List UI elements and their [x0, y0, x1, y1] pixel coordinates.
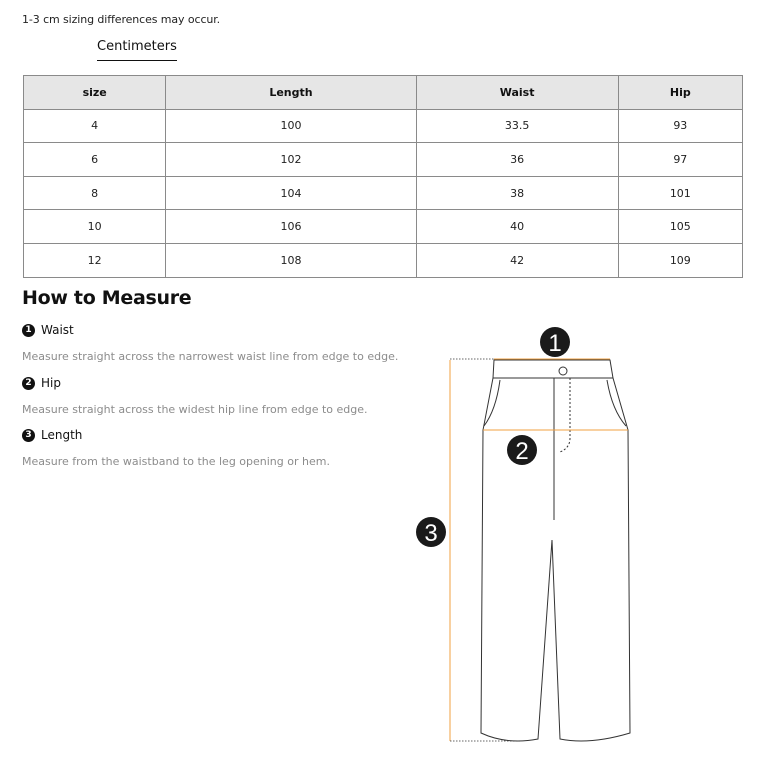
measure-label: Waist [41, 323, 74, 337]
table-row [24, 109, 743, 143]
marker-1-label: 1 [548, 330, 562, 357]
guide-lines [450, 359, 520, 741]
cell-hip: 97 [618, 143, 742, 177]
cell-size: 8 [24, 176, 166, 210]
table-row [24, 210, 743, 244]
measure-item-length [22, 428, 330, 468]
cell-length: 106 [166, 210, 416, 244]
marker-3-label: 3 [424, 520, 438, 547]
pants-outline-icon [481, 360, 630, 741]
header-size: size [24, 76, 166, 110]
cell-waist: 33.5 [416, 109, 618, 143]
header-waist: Waist [416, 76, 618, 110]
pants-measurement-diagram [410, 320, 650, 750]
cell-size: 12 [24, 243, 166, 277]
cell-hip: 109 [618, 243, 742, 277]
measure-description: Measure straight across the narrowest waist line from edge to edge. [22, 350, 399, 363]
measure-item-waist [22, 323, 398, 363]
header-hip: Hip [618, 76, 742, 110]
header-length: Length [166, 76, 416, 110]
measure-description: Measure from the waistband to the leg opening or hem. [22, 455, 330, 468]
number-2-icon: 2 [22, 377, 35, 390]
sizing-note: 1-3 cm sizing differences may occur. [22, 13, 221, 26]
table-row [24, 176, 743, 210]
cell-size: 6 [24, 143, 166, 177]
measure-item-hip [22, 376, 368, 416]
marker-2-label: 2 [515, 438, 529, 465]
table-row [24, 143, 743, 177]
cell-waist: 36 [416, 143, 618, 177]
cell-length: 100 [166, 109, 416, 143]
size-chart-table [23, 75, 743, 278]
number-1-icon: 1 [22, 324, 35, 337]
cell-length: 104 [166, 176, 416, 210]
how-to-measure-title: How to Measure [22, 287, 192, 309]
measure-description: Measure straight across the widest hip line from edge to edge. [22, 403, 368, 416]
measure-lines [450, 359, 628, 741]
cell-size: 4 [24, 109, 166, 143]
cell-length: 102 [166, 143, 416, 177]
cell-hip: 93 [618, 109, 742, 143]
cell-size: 10 [24, 210, 166, 244]
cell-hip: 101 [618, 176, 742, 210]
number-3-icon: 3 [22, 429, 35, 442]
measure-label: Hip [41, 376, 61, 390]
cell-waist: 42 [416, 243, 618, 277]
table-header-row [24, 76, 743, 110]
table-row [24, 243, 743, 277]
cell-waist: 40 [416, 210, 618, 244]
cell-length: 108 [166, 243, 416, 277]
tab-centimeters[interactable]: Centimeters [97, 39, 177, 61]
measure-label: Length [41, 428, 83, 442]
cell-hip: 105 [618, 210, 742, 244]
cell-waist: 38 [416, 176, 618, 210]
